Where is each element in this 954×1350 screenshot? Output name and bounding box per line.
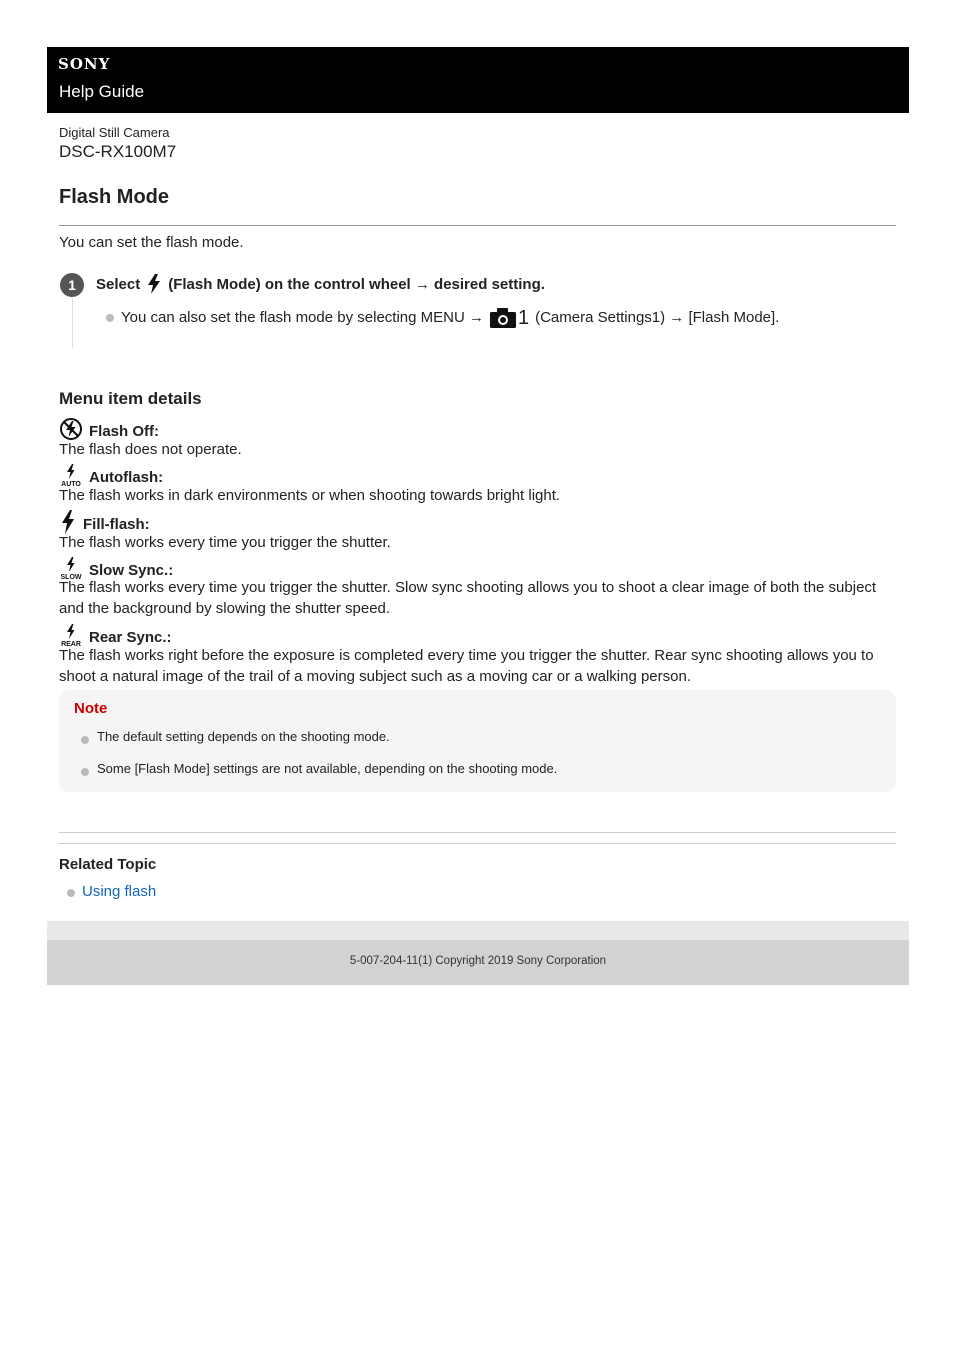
note-item: The default setting depends on the shooting mode. [97,729,390,744]
note-item: Some [Flash Mode] settings are not available, depending on the shooting mode. [97,761,558,776]
copyright-text: 5-007-204-11(1) Copyright 2019 Sony Corporation [349,955,607,967]
camera-settings-icon [490,307,529,328]
slow-sync-icon-text: SLOW [60,574,82,580]
camera-settings-number: 1 [517,306,530,329]
note-box [59,690,896,792]
hint-text-after: (Camera Settings1) → [Flash Mode]. [535,308,780,326]
step-number-badge: 1 [60,273,84,297]
divider [59,832,896,833]
product-model: DSC-RX100M7 [59,142,177,161]
divider [59,843,896,844]
menu-item-description: The flash works every time you trigger the shutter. Slow sync shooting allows you to shoot a clear image of both the subject and the background by slowing the shutter speed. [59,579,877,617]
site-footer [47,940,909,985]
bullet-icon [67,889,75,897]
flash-icon [146,274,162,294]
site-header [47,47,909,113]
menu-item-label: Flash Off: [89,423,159,440]
footer-band [47,921,909,940]
menu-item-description: The flash works every time you trigger the shutter. [59,534,391,551]
intro-text: You can set the flash mode. [59,234,244,251]
step-instruction [96,273,545,295]
product-category: Digital Still Camera [59,125,170,140]
step-text-after: (Flash Mode) on the control wheel → desired setting. [168,275,545,293]
related-topic-heading: Related Topic [59,856,157,873]
step-text-before: Select [96,275,141,293]
bullet-icon [81,768,89,776]
section-heading-menu-item-details: Menu item details [59,389,202,408]
menu-item-description: The flash works in dark environments or when shooting towards bright light. [59,487,561,504]
related-link-using-flash[interactable]: Using flash [82,883,157,900]
menu-item-description: The flash does not operate. [59,441,242,458]
flash-auto-icon-text: AUTO [61,481,81,487]
hint-text-before: You can also set the flash mode by selecting MENU → [121,308,484,326]
note-title: Note [74,700,108,717]
menu-item-label: Rear Sync.: [89,629,172,646]
menu-item-label: Autoflash: [89,469,164,486]
title-divider [59,225,896,226]
menu-item-description: The flash works right before the exposure is completed every time you trigger the shutter. Rear sync shooting allows you to shoot a natural image of the trail of a moving subject such as a moving car or a walking person. [59,647,874,685]
step-connector-line [72,298,73,348]
sony-logo: SONY [58,55,111,73]
help-guide-title: Help Guide [59,82,145,101]
step-hint [121,304,779,330]
page-title: Flash Mode [59,186,170,208]
menu-item-label: Fill-flash: [83,516,150,533]
bullet-icon [106,314,114,322]
bullet-icon [81,736,89,744]
rear-sync-icon-text: REAR [61,641,81,647]
menu-item-label: Slow Sync.: [89,562,174,579]
